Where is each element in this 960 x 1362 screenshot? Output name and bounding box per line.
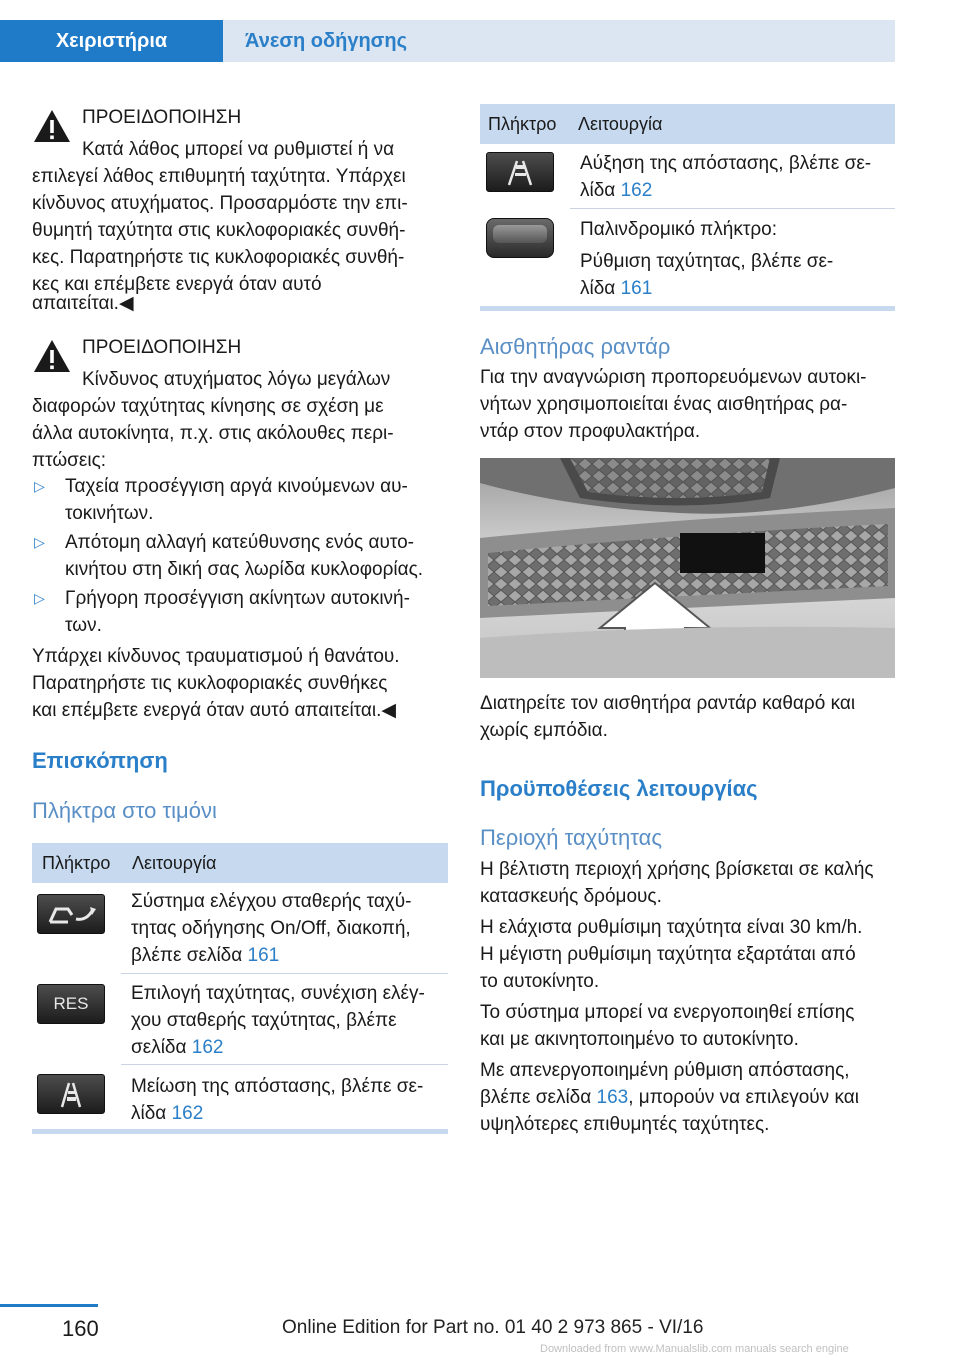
- body-text-line: ντάρ στον προφυλακτήρα.: [480, 421, 701, 442]
- column-header-function: Λειτουργία: [132, 852, 217, 873]
- warning-text-line: επιλεγεί λάθος επιθυμητή ταχύτητα. Υπάρχει: [32, 166, 406, 187]
- distance-increase-icon: [486, 152, 554, 192]
- footer-accent-line: [0, 1304, 98, 1307]
- function-text-line: [580, 177, 652, 204]
- steering-keys-heading: Πλήκτρα στο τιμόνι: [32, 798, 217, 823]
- radar-sensor-image: [480, 458, 895, 678]
- page-link[interactable]: 162: [191, 1037, 224, 1058]
- function-text-line: Αύξηση της απόστασης, βλέπε σε‐: [580, 153, 872, 174]
- function-text-line: Μείωση της απόστασης, βλέπε σε‐: [131, 1076, 424, 1097]
- bullet-text-line: κινήτου στη δική σας λωρίδα κυκλοφορίας.: [65, 559, 424, 580]
- function-text: βλέπε σελίδα: [131, 945, 248, 966]
- cruise-control-icon: [37, 894, 105, 934]
- function-text-line: χου σταθερής ταχύτητας, βλέπε: [131, 1010, 397, 1031]
- warning-text-line: Κατά λάθος μπορεί να ρυθμιστεί ή να: [82, 139, 395, 160]
- column-header-key: Πλήκτρο: [42, 852, 111, 873]
- warning-triangle-icon: [32, 108, 72, 144]
- rocker-switch-icon: [486, 218, 554, 258]
- body-text-line: Η βέλτιστη περιοχή χρήσης βρίσκεται σε καλής: [480, 859, 874, 880]
- body-text-line: υψηλότερες επιθυμητές ταχύτητες.: [480, 1114, 770, 1135]
- function-text: λίδα: [580, 180, 621, 201]
- section-tab: Χειριστήρια: [0, 20, 223, 62]
- speed-range-heading: Περιοχή ταχύτητας: [480, 825, 662, 850]
- warning-text-line: κες. Παρατηρήστε τις κυκλοφοριακές συνθή‐: [32, 247, 405, 268]
- function-text-line: Παλινδρομικό πλήκτρο:: [580, 219, 777, 240]
- distance-decrease-icon: [37, 1074, 105, 1114]
- function-text-line: Επιλογή ταχύτητας, συνέχιση ελέγ‐: [131, 983, 425, 1004]
- function-text: λίδα: [131, 1103, 172, 1124]
- function-text-line: Ρύθμιση ταχύτητας, βλέπε σε‐: [580, 251, 834, 272]
- function-text-line: [580, 275, 652, 302]
- table-bottom-border: [480, 306, 895, 311]
- warning-text-line: κίνδυνος ατυχήματος. Προσαρμόστε την επι‐: [32, 193, 408, 214]
- row-divider: [570, 208, 895, 209]
- function-text-line: Σύστημα ελέγχου σταθερής ταχύ‐: [131, 891, 412, 912]
- bullet-arrow-icon: ▷: [34, 534, 45, 550]
- column-header-key: Πλήκτρο: [488, 113, 557, 134]
- bullet-arrow-icon: ▷: [34, 478, 45, 494]
- body-text-line: Η ελάχιστα ρυθμίσιμη ταχύτητα είναι 30 km/h.: [480, 917, 863, 938]
- page-link[interactable]: 163: [596, 1087, 629, 1108]
- body-text-line: και με ακινητοποιημένο το αυτοκίνητο.: [480, 1029, 799, 1050]
- bullet-text-line: των.: [65, 615, 102, 636]
- body-text-line: κατασκευής δρόμους.: [480, 886, 662, 907]
- column-header-function: Λειτουργία: [578, 113, 663, 134]
- bullet-text-line: τοκινήτων.: [65, 503, 154, 524]
- page-link[interactable]: 161: [247, 945, 280, 966]
- radar-sensor-heading: Αισθητήρας ραντάρ: [480, 334, 671, 359]
- function-text-line: τητας οδήγησης On/Off, διακοπή,: [131, 918, 411, 939]
- body-text-line: νήτων χρησιμοποιείται ένας αισθητήρας ρα‐: [480, 394, 848, 415]
- bullet-arrow-icon: ▷: [34, 590, 45, 606]
- warning-text-line: άλλα αυτοκίνητα, π.χ. στις ακόλουθες περι‐: [32, 423, 394, 444]
- subsection-tab: Άνεση οδήγησης: [223, 20, 895, 62]
- body-text-line: Το σύστημα μπορεί να ενεργοποιηθεί επίσης: [480, 1002, 855, 1023]
- prerequisites-heading: Προϋποθέσεις λειτουργίας: [480, 776, 758, 801]
- body-text-line: Η μέγιστη ρυθμίσιμη ταχύτητα εξαρτάται από: [480, 944, 856, 965]
- body-text-line: [480, 1084, 859, 1111]
- body-text-line: Διατηρείτε τον αισθητήρα ραντάρ καθαρό και: [480, 693, 856, 714]
- body-text: βλέπε σελίδα: [480, 1087, 597, 1108]
- row-divider: [121, 973, 448, 974]
- page-link[interactable]: 161: [620, 278, 653, 299]
- warning-text-line: θυμητή ταχύτητα στις κυκλοφοριακές συνθή‐: [32, 220, 406, 241]
- bullet-text-line: Απότομη αλλαγή κατεύθυνσης ενός αυτο‐: [65, 532, 414, 553]
- table-bottom-border: [32, 1129, 448, 1134]
- warning-title: ΠΡΟΕΙΔΟΠΟΙΗΣΗ: [82, 107, 242, 128]
- warning-text-line: απαιτείται.◀: [32, 293, 134, 314]
- warning-triangle-icon: [32, 338, 72, 374]
- body-text-line: Για την αναγνώριση προπορευόμενων αυτοκι‐: [480, 367, 867, 388]
- body-text: , μπορούν να επιλεγούν και: [628, 1087, 859, 1108]
- page-number: 160: [62, 1316, 99, 1341]
- body-text-line: χωρίς εμπόδια.: [480, 720, 608, 741]
- warning-text-line: πτώσεις:: [32, 450, 107, 471]
- watermark: Downloaded from www.Manualslib.com manuals search engine: [540, 1343, 849, 1355]
- edition-note: Online Edition for Part no. 01 40 2 973 865 - VI/16: [282, 1317, 704, 1338]
- function-text-line: [131, 942, 279, 969]
- warning-text-line: κες και επέμβετε ενεργά όταν αυτό: [32, 274, 322, 295]
- warning-text-line: και επέμβετε ενεργά όταν αυτό απαιτείται.◀: [32, 700, 396, 721]
- warning-text-line: Υπάρχει κίνδυνος τραυματισμού ή θανάτου.: [32, 646, 400, 667]
- function-text: λίδα: [580, 278, 621, 299]
- res-button-icon: RES: [37, 984, 105, 1024]
- page-link[interactable]: 162: [620, 180, 653, 201]
- bullet-text-line: Ταχεία προσέγγιση αργά κινούμενων αυ‐: [65, 476, 408, 497]
- warning-text-line: Κίνδυνος ατυχήματος λόγω μεγάλων: [82, 369, 391, 390]
- warning-title: ΠΡΟΕΙΔΟΠΟΙΗΣΗ: [82, 337, 242, 358]
- overview-heading: Επισκόπηση: [32, 748, 168, 773]
- function-text-line: [131, 1034, 223, 1061]
- row-divider: [121, 1064, 448, 1065]
- table-header: [480, 104, 895, 144]
- function-text: σελίδα: [131, 1037, 192, 1058]
- body-text-line: Με απενεργοποιημένη ρύθμιση απόστασης,: [480, 1060, 850, 1081]
- bullet-text-line: Γρήγορη προσέγγιση ακίνητων αυτοκινή‐: [65, 588, 410, 609]
- warning-text-line: διαφορών ταχύτητας κίνησης σε σχέση με: [32, 396, 384, 417]
- table-header: [32, 843, 448, 883]
- function-text-line: [131, 1100, 203, 1127]
- body-text-line: το αυτοκίνητο.: [480, 971, 600, 992]
- page-link[interactable]: 162: [171, 1103, 204, 1124]
- warning-text-line: Παρατηρήστε τις κυκλοφοριακές συνθήκες: [32, 673, 388, 694]
